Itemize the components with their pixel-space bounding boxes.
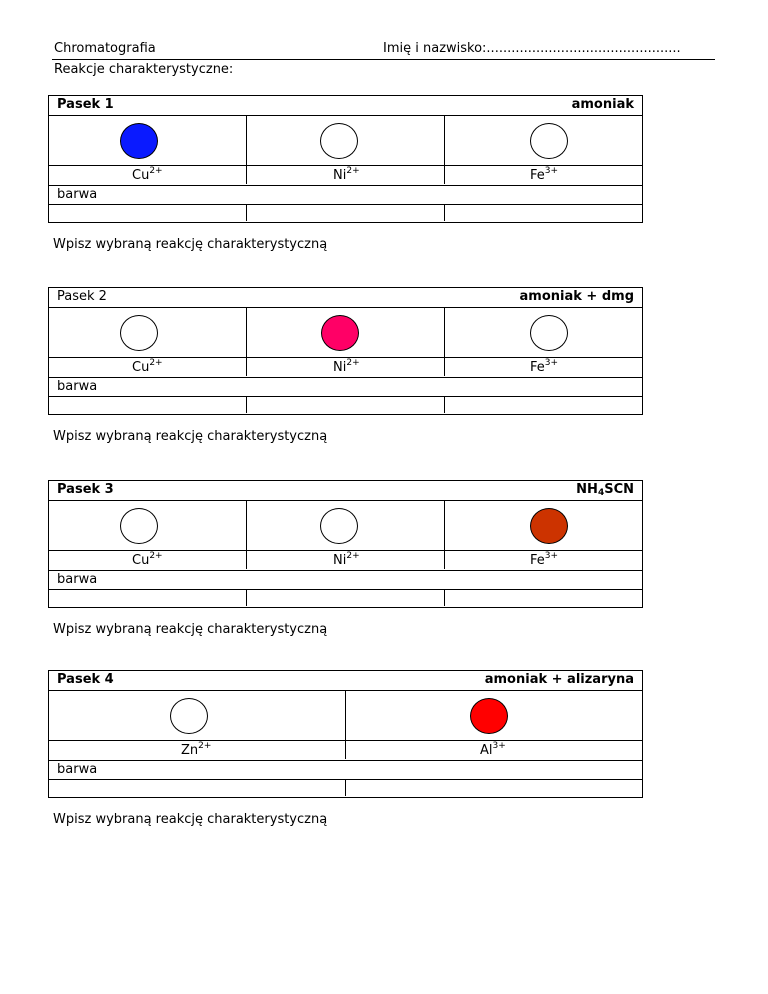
spot-cu <box>120 508 158 544</box>
strip-2-ions-row <box>49 357 642 377</box>
strip-2-table <box>48 287 643 415</box>
answer-cell[interactable] <box>247 590 445 606</box>
student-name-field: Imię i nazwisko:............................................... <box>383 41 681 56</box>
strip-3-spots-row <box>49 501 642 550</box>
spot-al <box>470 698 508 734</box>
strip-4-ions-row <box>49 740 642 760</box>
strip-4-answer-row <box>49 779 642 797</box>
strip-2-answer-row <box>49 396 642 414</box>
strip-3-instruction: Wpisz wybraną reakcję charakterystyczną <box>53 622 328 637</box>
strip-1-header <box>49 96 642 116</box>
answer-cell[interactable] <box>49 590 247 606</box>
strip-4-title: Pasek 4 <box>57 672 114 687</box>
worksheet-header <box>52 40 715 60</box>
strip-1-instruction: Wpisz wybraną reakcję charakterystyczną <box>53 237 328 252</box>
strip-1-ions-row <box>49 165 642 185</box>
strip-4-color-row <box>49 760 642 779</box>
answer-cell[interactable] <box>247 205 445 221</box>
answer-cell[interactable] <box>346 780 642 796</box>
strip-4-header <box>49 671 642 691</box>
spot-cu <box>120 123 158 159</box>
spot-ni <box>321 315 359 351</box>
spot-zn <box>170 698 208 734</box>
strip-3-reagent: $NH_4SCN$ <box>576 482 634 498</box>
color-row-label: barwa <box>57 762 98 777</box>
strip-3-title: Pasek 3 <box>57 482 114 497</box>
spot-ni <box>320 123 358 159</box>
strip-2-reagent: amoniak + dmg <box>519 289 634 304</box>
ion-label: $Zn^{2+}$ <box>181 741 212 758</box>
spot-fe <box>530 123 568 159</box>
ion-label: $Ni^{2+}$ <box>333 166 360 183</box>
answer-cell[interactable] <box>445 397 642 413</box>
answer-cell[interactable] <box>445 205 642 221</box>
ion-label: $Ni^{2+}$ <box>333 358 360 375</box>
strip-1-table <box>48 95 643 223</box>
strip-2-header <box>49 288 642 308</box>
strip-3-ions-row <box>49 550 642 570</box>
strip-4 <box>48 670 643 798</box>
spot-fe <box>530 508 568 544</box>
strip-2-color-row <box>49 377 642 396</box>
strip-2-spots-row <box>49 308 642 357</box>
spot-fe <box>530 315 568 351</box>
strip-3-table <box>48 480 643 608</box>
strip-4-reagent: amoniak + alizaryna <box>484 672 634 687</box>
color-row-label: barwa <box>57 379 98 394</box>
ion-label: $Cu^{2+}$ <box>132 551 163 568</box>
strip-4-spots-row <box>49 691 642 740</box>
spot-cu <box>120 315 158 351</box>
strip-3-color-row <box>49 570 642 589</box>
strip-1-spots-row <box>49 116 642 165</box>
worksheet-title: Chromatografia <box>54 41 156 56</box>
spot-ni <box>320 508 358 544</box>
strip-4-instruction: Wpisz wybraną reakcję charakterystyczną <box>53 812 328 827</box>
worksheet-subtitle: Reakcje charakterystyczne: <box>54 62 234 77</box>
ion-label: $Fe^{3+}$ <box>530 166 559 183</box>
ion-label: $Cu^{2+}$ <box>132 166 163 183</box>
ion-label: $Fe^{3+}$ <box>530 551 559 568</box>
ion-label: $Al^{3+}$ <box>480 741 506 758</box>
answer-cell[interactable] <box>49 397 247 413</box>
color-row-label: barwa <box>57 572 98 587</box>
strip-2-instruction: Wpisz wybraną reakcję charakterystyczną <box>53 429 328 444</box>
strip-1-title: Pasek 1 <box>57 97 114 112</box>
ion-label: $Fe^{3+}$ <box>530 358 559 375</box>
strip-3-answer-row <box>49 589 642 607</box>
strip-1-answer-row <box>49 204 642 222</box>
strip-3 <box>48 480 643 608</box>
color-row-label: barwa <box>57 187 98 202</box>
answer-cell[interactable] <box>49 780 346 796</box>
strip-1-reagent: amoniak <box>571 97 634 112</box>
strip-1-color-row <box>49 185 642 204</box>
ion-label: $Ni^{2+}$ <box>333 551 360 568</box>
strip-2-title: Pasek 2 <box>57 289 107 304</box>
answer-cell[interactable] <box>247 397 445 413</box>
strip-3-header <box>49 481 642 501</box>
strip-1 <box>48 95 643 223</box>
ion-label: $Cu^{2+}$ <box>132 358 163 375</box>
answer-cell[interactable] <box>49 205 247 221</box>
strip-4-table <box>48 670 643 798</box>
strip-2 <box>48 287 643 415</box>
answer-cell[interactable] <box>445 590 642 606</box>
